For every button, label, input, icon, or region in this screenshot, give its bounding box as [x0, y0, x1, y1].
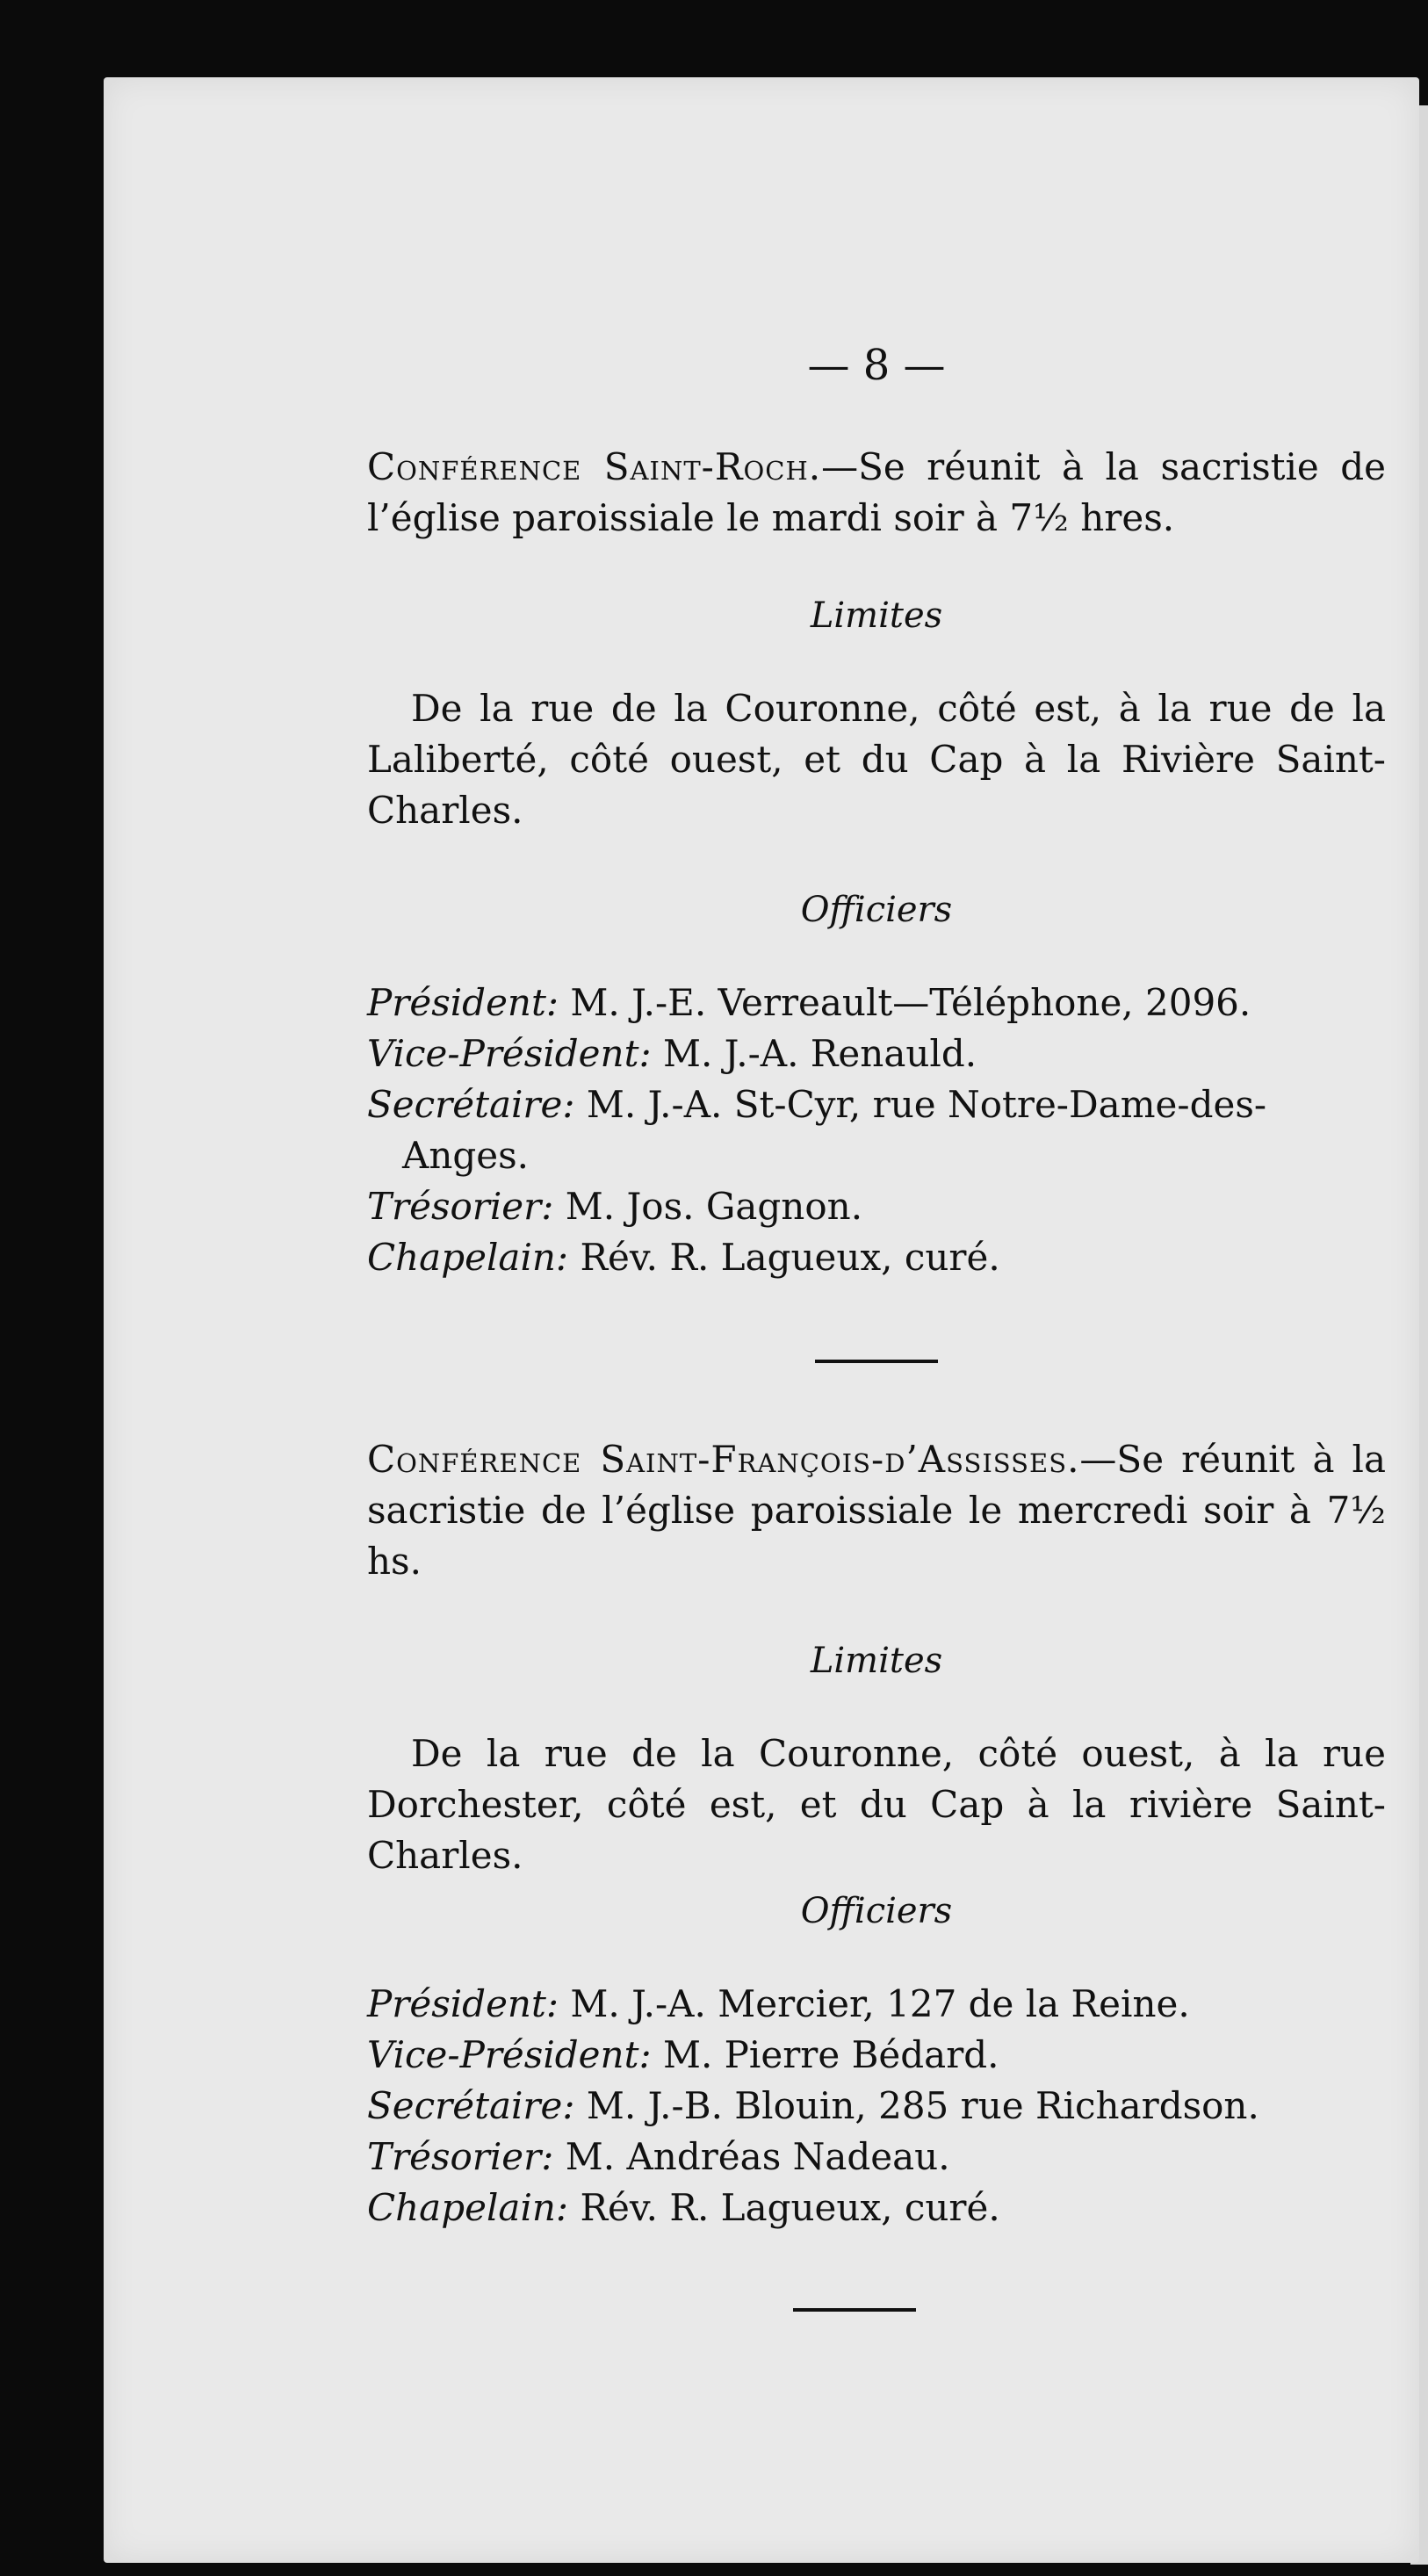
limits-title: Limites [810, 1641, 943, 1681]
officer-vice-president [367, 2030, 1386, 2081]
limits-title-block [367, 1641, 1386, 1681]
officer-value: Rév. R. Lagueux, curé. [580, 1236, 1000, 1279]
officers-list [367, 1979, 1386, 2233]
officer-role: Secrétaire: [367, 2084, 575, 2127]
limits-title-block [367, 595, 1386, 636]
officers-title: Officiers [800, 890, 953, 930]
officer-value: M. Pierre Bédard. [662, 2033, 999, 2076]
officer-value: M. J.-A. Renauld. [662, 1032, 977, 1075]
officer-value: M. Jos. Gagnon. [565, 1185, 863, 1228]
officer-treasurer [367, 1181, 1386, 1232]
officer-role: Trésorier: [367, 2135, 554, 2178]
officer-value: M. J.-E. Verreault—Téléphone, 2096. [570, 981, 1251, 1024]
section-heading [367, 1434, 1386, 1587]
conference-name: Conférence Saint-Roch. [367, 445, 822, 488]
officer-role: Secrétaire: [367, 1083, 575, 1126]
officer-vice-president [367, 1028, 1386, 1079]
officer-value: M. J.-A. St-Cyr, rue Notre-Dame-des-Anges. [402, 1083, 1267, 1177]
officer-role: Chapelain: [367, 2186, 569, 2229]
limits-text: De la rue de la Couronne, côté ouest, à la rue Dorchester, côté est, et du Cap à la rivière Saint-Charles. [367, 1732, 1386, 1877]
limits-title: Limites [810, 595, 943, 636]
section-saint-francois [367, 1434, 1386, 1587]
officer-chaplain [367, 1232, 1386, 1283]
officers-title: Officiers [800, 1891, 953, 1931]
limits-text: De la rue de la Couronne, côté est, à la rue de la Laliberté, côté ouest, et du Cap à la Rivière Saint-Charles. [367, 687, 1386, 832]
page-number: — 8 — [807, 341, 946, 390]
officer-president [367, 978, 1386, 1028]
section-divider [793, 2308, 916, 2312]
officer-role: Chapelain: [367, 1236, 569, 1279]
section-saint-roch [367, 442, 1386, 544]
officer-chaplain [367, 2183, 1386, 2233]
section-heading [367, 442, 1386, 544]
book-page [104, 77, 1419, 2563]
officer-role: Trésorier: [367, 1185, 554, 1228]
officer-role: Président: [367, 981, 559, 1024]
meeting-info: —Se réunit à la sacristie de l’église paroissiale le mardi soir à 7½ hres. [367, 445, 1386, 539]
officer-secretary [367, 2081, 1386, 2132]
officer-secretary [367, 1079, 1386, 1181]
officers-list [367, 978, 1386, 1283]
officer-value: M. J.-A. Mercier, 127 de la Reine. [570, 1982, 1190, 2025]
section-divider [815, 1360, 938, 1363]
officer-value: M. Andréas Nadeau. [565, 2135, 950, 2178]
limits-block [367, 1728, 1386, 1881]
officer-treasurer [367, 2132, 1386, 2183]
officers-title-block [367, 1891, 1386, 1931]
meeting-info: —Se réunit à la sacristie de l’église paroissiale le mercredi soir à 7½ hs. [367, 1438, 1386, 1583]
officer-value: M. J.-B. Blouin, 285 rue Richardson. [586, 2084, 1259, 2127]
officer-role: Président: [367, 1982, 559, 2025]
officer-president [367, 1979, 1386, 2030]
limits-block [367, 683, 1386, 836]
conference-name: Conférence Saint-François-d’Assisses. [367, 1438, 1080, 1481]
officer-value: Rév. R. Lagueux, curé. [580, 2186, 1000, 2229]
officer-role: Vice-Président: [367, 2033, 652, 2076]
officer-role: Vice-Président: [367, 1032, 652, 1075]
officers-title-block [367, 890, 1386, 930]
